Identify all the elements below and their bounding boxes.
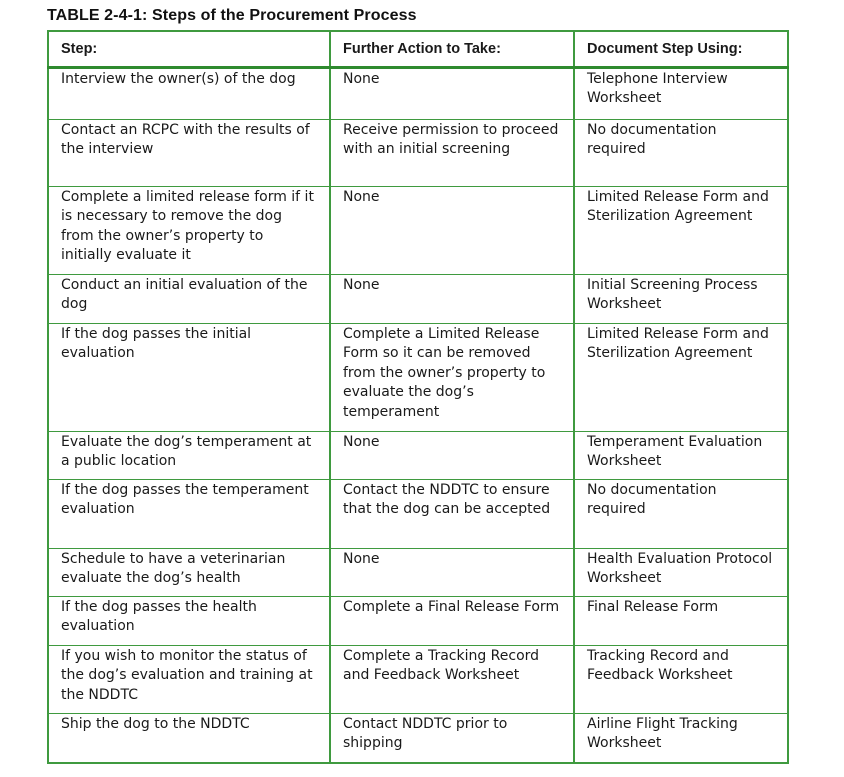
table-row <box>48 120 788 187</box>
step-cell: Schedule to have a veterinarian evaluate the dog’s health <box>48 549 330 597</box>
table-row <box>48 480 788 549</box>
procurement-steps-table <box>47 30 789 764</box>
step-cell: If you wish to monitor the status of the dog’s evaluation and training at the NDDTC <box>48 646 330 714</box>
header-step: Step: <box>48 31 330 68</box>
action-cell: None <box>330 68 574 120</box>
table-caption: TABLE 2-4-1: Steps of the Procurement Process <box>47 7 417 24</box>
action-cell: Complete a Limited Release Form so it can be removed from the owner’s property to evaluate the dog’s temperament <box>330 324 574 432</box>
action-cell: None <box>330 432 574 480</box>
document-cell: No documentation required <box>574 120 788 187</box>
step-cell: Interview the owner(s) of the dog <box>48 68 330 120</box>
table-row <box>48 549 788 597</box>
document-cell: Initial Screening Process Worksheet <box>574 275 788 324</box>
table-row <box>48 275 788 324</box>
step-cell: Contact an RCPC with the results of the interview <box>48 120 330 187</box>
table-row <box>48 714 788 763</box>
table-row <box>48 597 788 646</box>
table-row <box>48 646 788 714</box>
document-cell: No documentation required <box>574 480 788 549</box>
header-further-action: Further Action to Take: <box>330 31 574 68</box>
action-cell: Complete a Tracking Record and Feedback Worksheet <box>330 646 574 714</box>
action-cell: None <box>330 187 574 275</box>
action-cell: Complete a Final Release Form <box>330 597 574 646</box>
document-cell: Airline Flight Tracking Worksheet <box>574 714 788 763</box>
step-cell: If the dog passes the initial evaluation <box>48 324 330 432</box>
step-cell: Ship the dog to the NDDTC <box>48 714 330 763</box>
table-row <box>48 68 788 120</box>
table-row <box>48 187 788 275</box>
document-cell: Limited Release Form and Sterilization Agreement <box>574 324 788 432</box>
action-cell: None <box>330 275 574 324</box>
step-cell: Evaluate the dog’s temperament at a public location <box>48 432 330 480</box>
action-cell: None <box>330 549 574 597</box>
document-cell: Tracking Record and Feedback Worksheet <box>574 646 788 714</box>
action-cell: Contact NDDTC prior to shipping <box>330 714 574 763</box>
table-row <box>48 432 788 480</box>
step-cell: If the dog passes the health evaluation <box>48 597 330 646</box>
document-cell: Limited Release Form and Sterilization Agreement <box>574 187 788 275</box>
step-cell: Complete a limited release form if it is necessary to remove the dog from the owner’s property to initially evaluate it <box>48 187 330 275</box>
header-document-step: Document Step Using: <box>574 31 788 68</box>
action-cell: Receive permission to proceed with an initial screening <box>330 120 574 187</box>
document-cell: Health Evaluation Protocol Worksheet <box>574 549 788 597</box>
document-cell: Final Release Form <box>574 597 788 646</box>
action-cell: Contact the NDDTC to ensure that the dog can be accepted <box>330 480 574 549</box>
table-row <box>48 324 788 432</box>
step-cell: Conduct an initial evaluation of the dog <box>48 275 330 324</box>
table-header-row <box>48 31 788 68</box>
document-cell: Temperament Evaluation Worksheet <box>574 432 788 480</box>
document-cell: Telephone Interview Worksheet <box>574 68 788 120</box>
step-cell: If the dog passes the temperament evaluation <box>48 480 330 549</box>
